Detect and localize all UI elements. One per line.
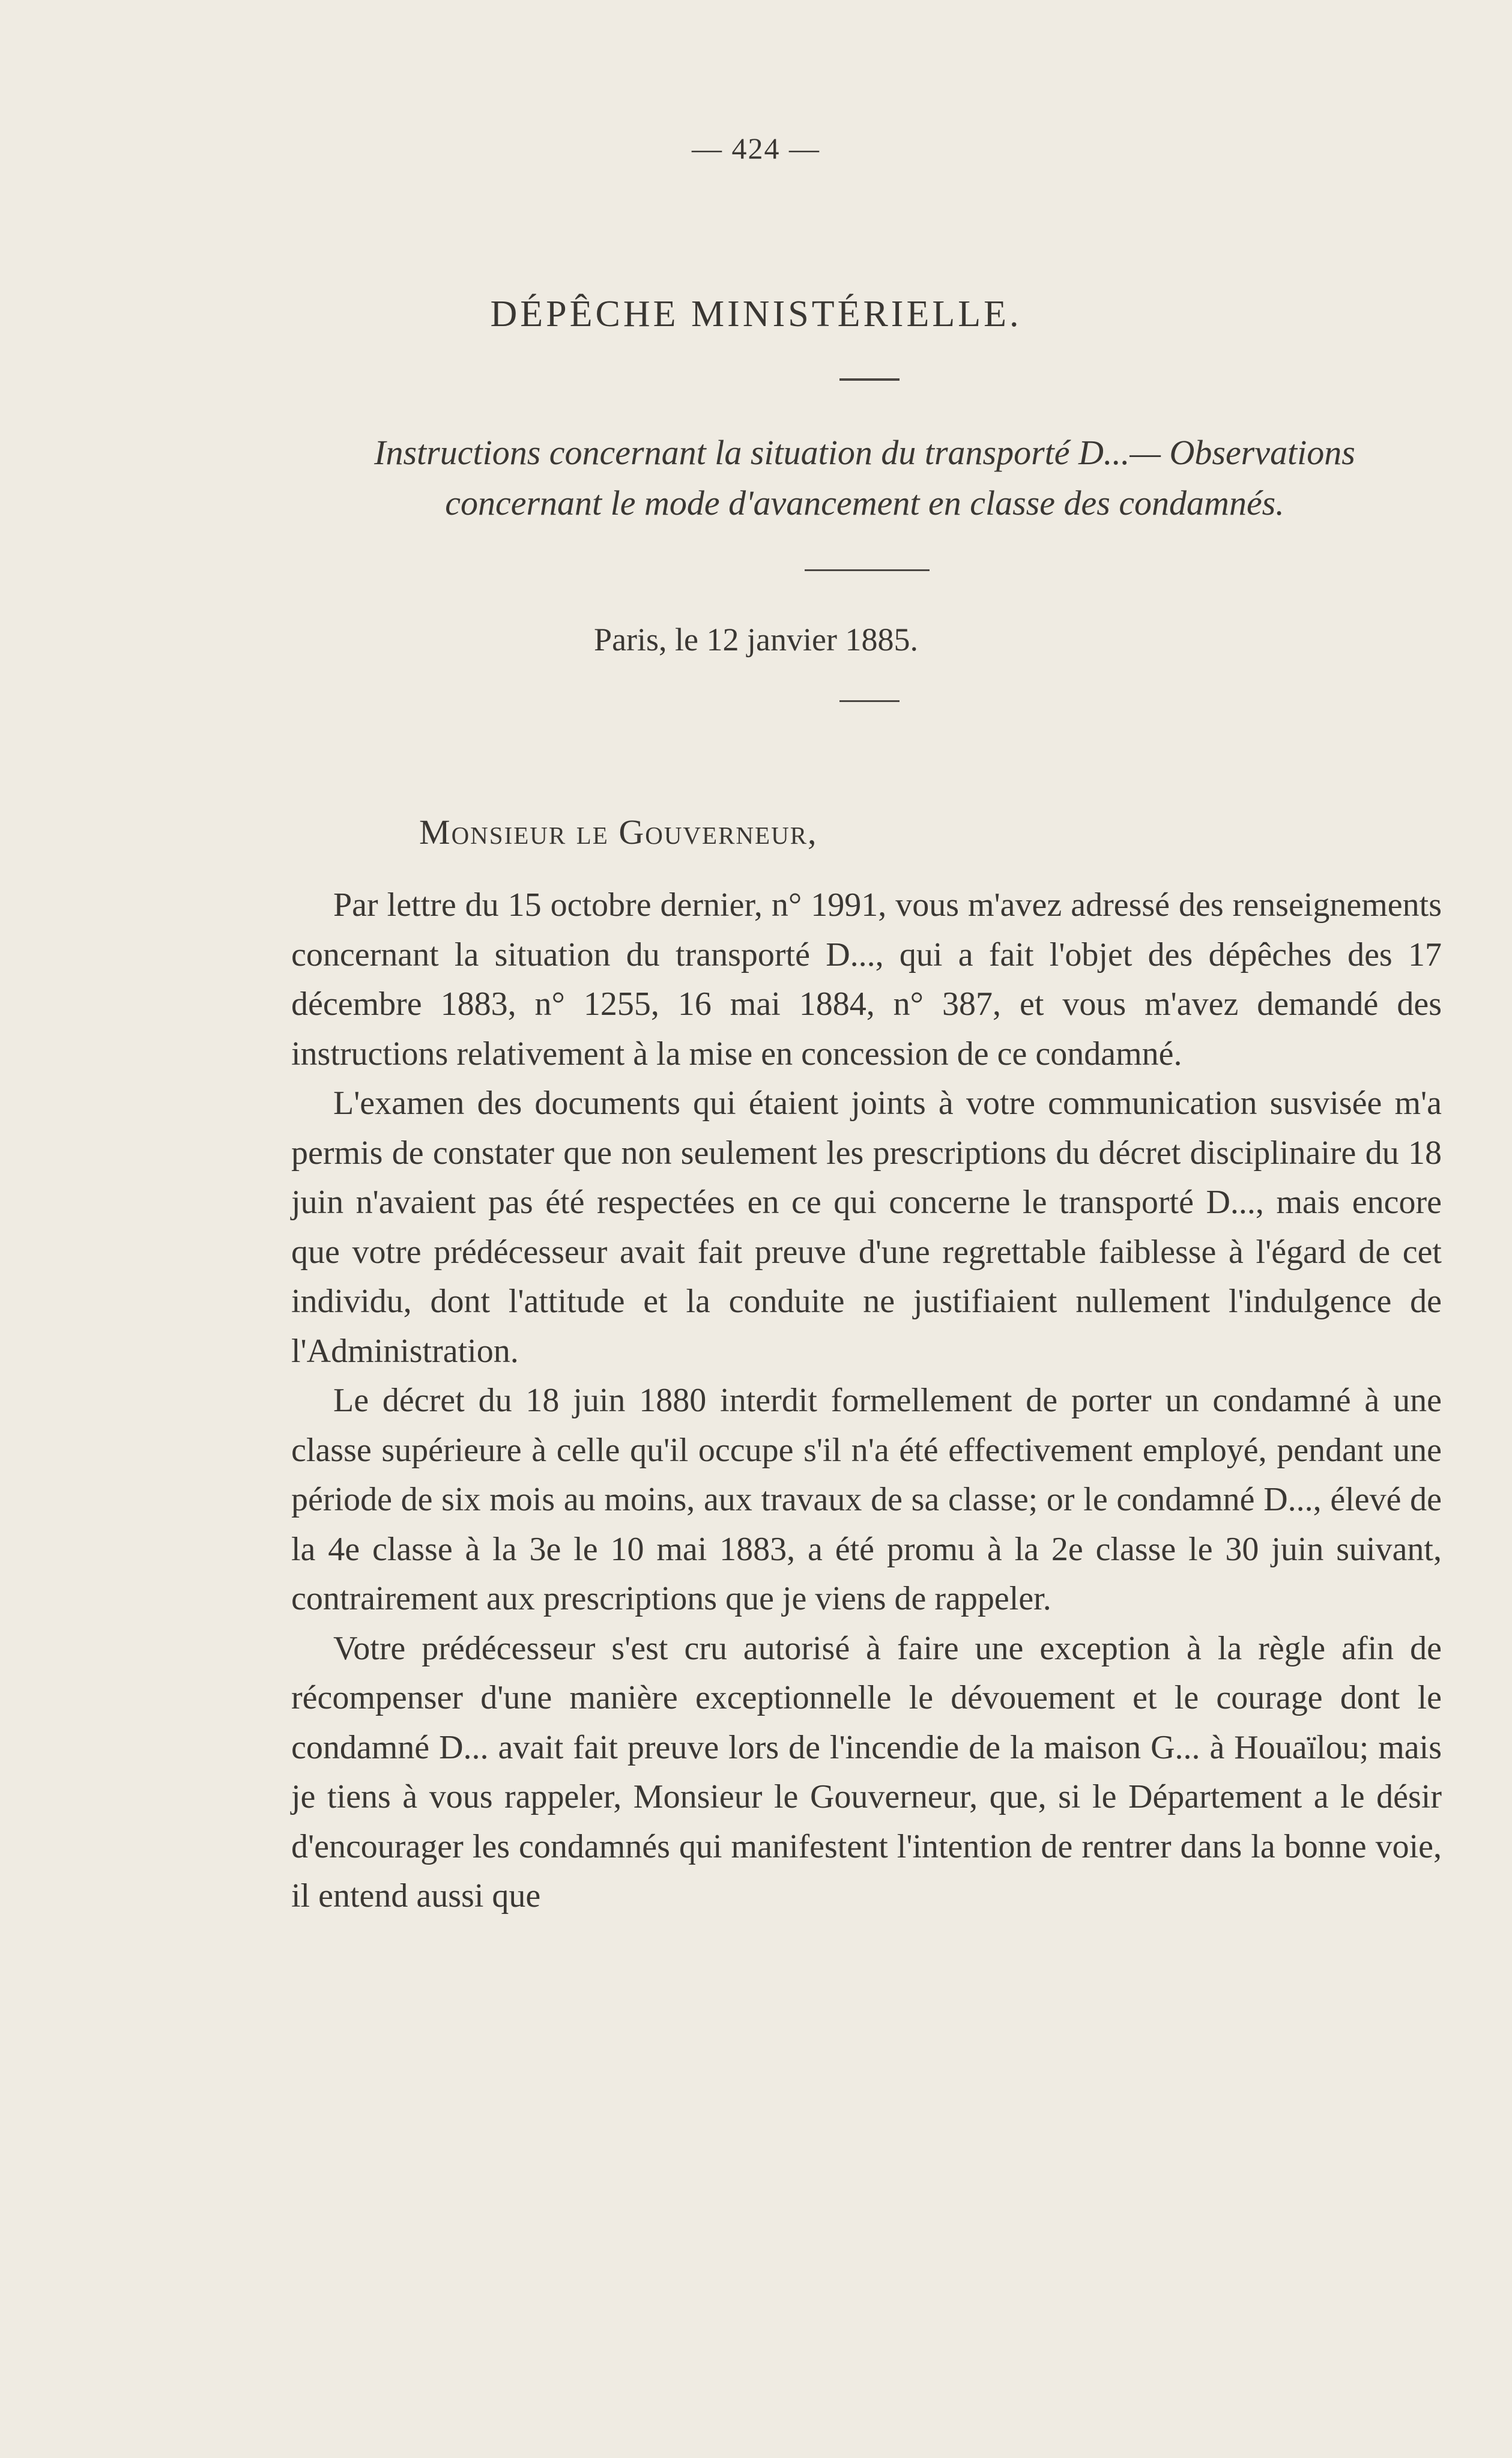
salutation: Monsieur le Gouverneur, [419, 813, 818, 852]
body-paragraph: Votre prédécesseur s'est cru autorisé à faire une exception à la règle afin de récompenser d'une manière exceptionnelle le dévouement et le courage dont le condamné D... avait fait preuve lors de l'incendie de la maison G... à Houaïlou; mais je tiens à vous rappeler, Monsieur le Gouverneur, que, si le Département a le désir d'encourager les condamnés qui manifestent l'intention de rentrer dans la bonne voie, il entend aussi que [291, 1629, 1442, 1915]
dateline-divider [839, 700, 900, 702]
dateline: Paris, le 12 janvier 1885. [594, 622, 918, 658]
body-paragraph: L'examen des documents qui étaient joints à votre communication susvisée m'a permis de constater que non seulement les prescriptions du décret disciplinaire du 18 juin n'avaient pas été respectées en ce qui concerne le transporté D..., mais encore que votre prédécesseur avait fait preuve d'une regrettable faiblesse à l'égard de cet individu, dont l'attitude et la conduite ne justifiaient nullement l'indulgence de l'Administration. [291, 1085, 1442, 1370]
letter-body [291, 880, 1442, 1921]
body-paragraph: Par lettre du 15 octobre dernier, n° 1991, vous m'avez adressé des renseignements concernant la situation du transporté D..., qui a fait l'objet des dépêches des 17 décembre 1883, n° 1255, 16 mai 1884, n° 387, et vous m'avez demandé des instructions relativement à la mise en concession de ce condamné. [291, 886, 1442, 1073]
subtitle-divider [805, 569, 930, 571]
title-divider [839, 378, 900, 381]
page-number: — 424 — [692, 132, 820, 165]
document-subtitle: Instructions concernant la situation du transporté D...— Observations concernant le mode d'avancement en classe des condamnés. [374, 433, 1355, 522]
body-paragraph: Le décret du 18 juin 1880 interdit formellement de porter un condamné à une classe supérieure à celle qu'il occupe s'il n'a été effectivement employé, pendant une période de six mois au moins, aux travaux de sa classe; or le condamné D..., élevé de la 4e classe à la 3e le 10 mai 1883, a été promu à la 2e classe le 30 juin suivant, contrairement aux prescriptions que je viens de rappeler. [291, 1382, 1442, 1617]
document-title: DÉPÊCHE MINISTÉRIELLE. [490, 294, 1022, 334]
